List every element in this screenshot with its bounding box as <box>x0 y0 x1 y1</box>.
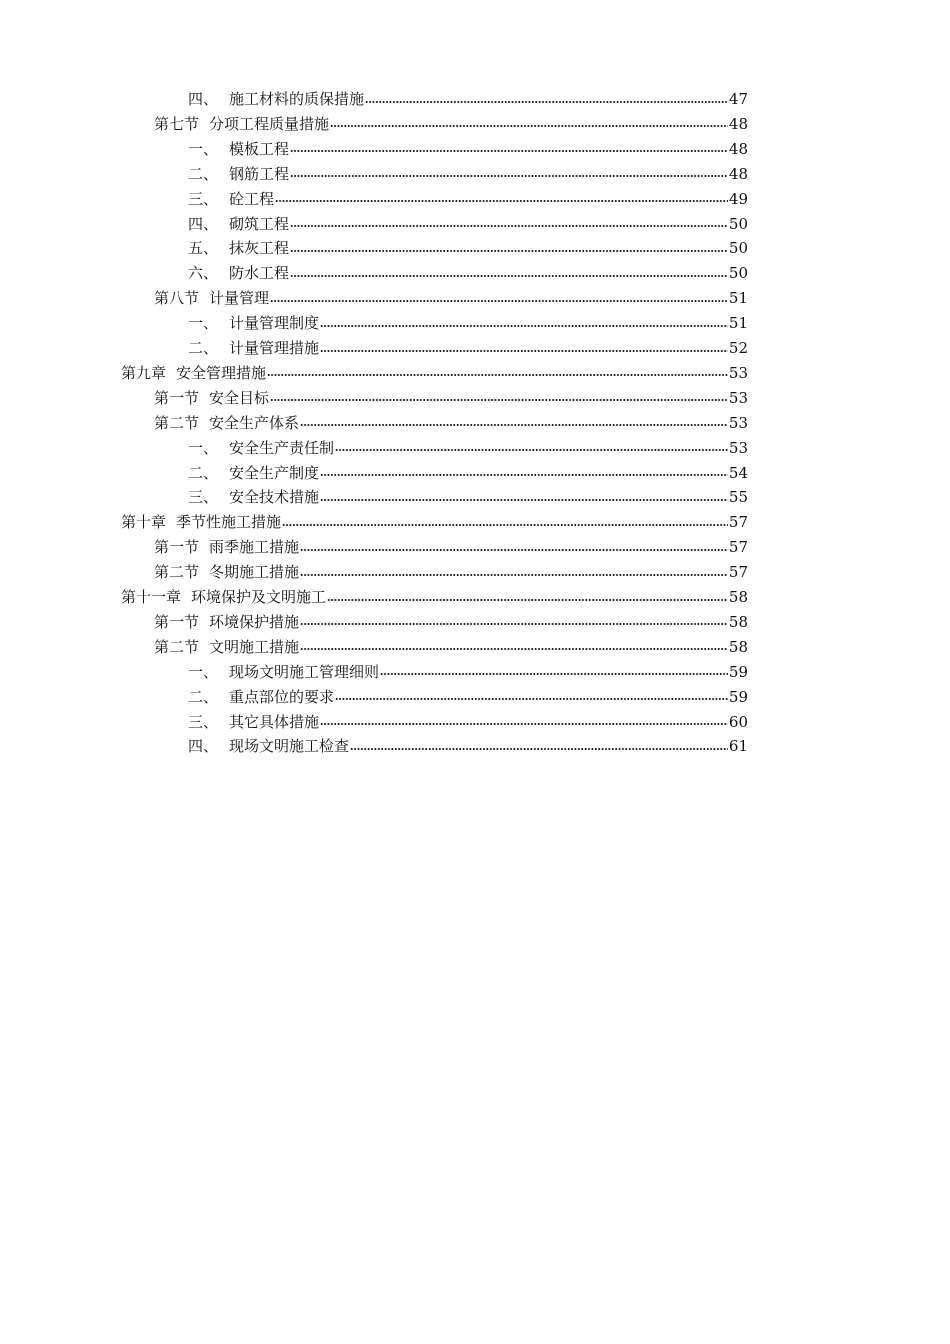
toc-dot-leader <box>300 622 728 627</box>
toc-entry-page-number: 59 <box>728 662 748 681</box>
toc-entry[interactable] <box>154 636 748 658</box>
toc-dot-leader <box>282 522 728 527</box>
toc-dot-leader <box>290 174 728 179</box>
toc-dot-leader <box>350 746 728 751</box>
toc-dot-leader <box>300 547 728 552</box>
toc-entry-page-number: 50 <box>728 264 748 283</box>
toc-entry[interactable] <box>188 163 748 185</box>
toc-entry[interactable] <box>154 287 748 309</box>
toc-entry-number: 第二节 <box>154 637 200 656</box>
toc-entry[interactable] <box>188 237 748 259</box>
toc-entry-number: 五、 <box>188 239 219 258</box>
toc-entry-page-number: 57 <box>728 513 748 532</box>
toc-entry-page-number: 57 <box>728 538 748 557</box>
toc-entry-title: 施工材料的质保措施 <box>229 90 365 108</box>
toc-dot-leader <box>320 497 728 502</box>
toc-entry[interactable] <box>121 511 748 533</box>
toc-entry-page-number: 53 <box>728 438 748 457</box>
toc-entry-page-number: 60 <box>728 712 748 731</box>
toc-entry-page-number: 61 <box>728 737 748 756</box>
toc-dot-leader <box>290 224 728 229</box>
toc-entry-title: 文明施工措施 <box>209 637 300 656</box>
toc-entry-page-number: 50 <box>728 239 748 258</box>
toc-dot-leader <box>320 722 728 727</box>
toc-entry-number: 第一节 <box>154 538 200 557</box>
toc-entry-page-number: 55 <box>728 488 748 507</box>
toc-dot-leader <box>335 448 728 453</box>
toc-entry-page-number: 58 <box>728 612 748 631</box>
toc-entry-title: 环境保护措施 <box>209 612 300 631</box>
toc-entry[interactable] <box>188 337 748 359</box>
toc-entry-title: 安全生产体系 <box>209 413 300 432</box>
toc-entry-title: 计量管理 <box>209 289 270 308</box>
toc-entry-page-number: 51 <box>728 289 748 308</box>
toc-entry[interactable] <box>154 113 748 135</box>
toc-entry-title: 安全技术措施 <box>229 488 320 507</box>
toc-entry[interactable] <box>188 661 748 683</box>
toc-dot-leader <box>270 298 728 303</box>
toc-entry-page-number: 48 <box>728 114 748 133</box>
toc-entry-page-number: 57 <box>728 563 748 582</box>
toc-entry-title: 现场文明施工检查 <box>229 737 350 756</box>
toc-dot-leader <box>300 423 728 428</box>
toc-entry-page-number: 51 <box>728 314 748 333</box>
toc-entry-page-number: 48 <box>728 164 748 183</box>
toc-entry-number: 第二节 <box>154 563 200 582</box>
toc-entry-title: 分项工程质量措施 <box>209 114 330 133</box>
toc-entry-page-number: 53 <box>728 388 748 407</box>
toc-entry-number: 第一节 <box>154 388 200 407</box>
toc-dot-leader <box>335 697 728 702</box>
toc-entry-title: 模板工程 <box>229 139 290 158</box>
toc-entry-title: 现场文明施工管理细则 <box>229 662 380 681</box>
toc-entry-title: 环境保护及文明施工 <box>191 588 327 606</box>
toc-entry-number: 第七节 <box>154 114 200 133</box>
toc-dot-leader <box>327 597 728 602</box>
toc-dot-leader <box>320 473 728 478</box>
toc-dot-leader <box>320 323 728 328</box>
toc-entry-number: 二、 <box>188 339 219 357</box>
toc-entry-number: 一、 <box>188 139 219 158</box>
toc-entry-number: 四、 <box>188 90 219 108</box>
toc-entry[interactable] <box>121 362 748 384</box>
toc-entry-title: 冬期施工措施 <box>209 563 300 582</box>
toc-entry-number: 二、 <box>188 687 219 706</box>
toc-entry-title: 计量管理制度 <box>229 314 320 333</box>
toc-entry-title: 季节性施工措施 <box>176 513 282 532</box>
toc-entry-number: 一、 <box>188 314 219 333</box>
toc-entry-page-number: 48 <box>728 139 748 158</box>
toc-dot-leader <box>365 99 728 104</box>
toc-entry-title: 安全管理措施 <box>176 363 267 382</box>
toc-entry-title: 雨季施工措施 <box>209 538 300 557</box>
toc-entry-page-number: 47 <box>728 90 748 108</box>
toc-entry[interactable] <box>154 561 748 583</box>
toc-entry-number: 四、 <box>188 737 219 756</box>
toc-entry-page-number: 49 <box>728 189 748 208</box>
toc-entry-page-number: 53 <box>728 363 748 382</box>
toc-entry[interactable] <box>188 437 748 459</box>
toc-entry-number: 第一节 <box>154 612 200 631</box>
toc-entry[interactable] <box>154 611 748 633</box>
toc-entry-number: 第十一章 <box>121 588 182 606</box>
toc-entry[interactable] <box>188 686 748 708</box>
toc-dot-leader <box>300 572 728 577</box>
toc-entry-page-number: 58 <box>728 637 748 656</box>
toc-entry-title: 砼工程 <box>229 189 275 208</box>
toc-entry-title: 安全生产制度 <box>229 463 320 482</box>
toc-entry-title: 重点部位的要求 <box>229 687 335 706</box>
toc-entry-number: 一、 <box>188 662 219 681</box>
toc-dot-leader <box>320 348 728 353</box>
toc-dot-leader <box>290 248 728 253</box>
toc-dot-leader <box>267 373 728 378</box>
toc-entry-number: 三、 <box>188 488 219 507</box>
toc-entry-number: 第二节 <box>154 413 200 432</box>
toc-entry-number: 四、 <box>188 214 219 233</box>
toc-entry-number: 第八节 <box>154 289 200 308</box>
toc-entry[interactable] <box>154 412 748 434</box>
toc-entry-page-number: 58 <box>728 588 748 606</box>
toc-entry-title: 抹灰工程 <box>229 239 290 258</box>
toc-dot-leader <box>380 672 728 677</box>
toc-entry-page-number: 53 <box>728 413 748 432</box>
toc-entry-number: 一、 <box>188 438 219 457</box>
toc-entry[interactable] <box>188 711 748 733</box>
toc-entry[interactable] <box>188 312 748 334</box>
toc-entry[interactable] <box>188 262 748 284</box>
toc-entry-number: 三、 <box>188 189 219 208</box>
toc-entry-page-number: 59 <box>728 687 748 706</box>
toc-entry-title: 其它具体措施 <box>229 712 320 731</box>
toc-entry[interactable] <box>121 586 748 608</box>
toc-entry-number: 三、 <box>188 712 219 731</box>
toc-entry-title: 计量管理措施 <box>229 339 320 357</box>
toc-entry-title: 防水工程 <box>229 264 290 283</box>
toc-entry-page-number: 50 <box>728 214 748 233</box>
toc-entry[interactable] <box>188 188 748 210</box>
toc-entry[interactable] <box>154 536 748 558</box>
toc-entry[interactable] <box>188 486 748 508</box>
toc-entry[interactable] <box>188 735 748 757</box>
toc-dot-leader <box>300 647 728 652</box>
toc-dot-leader <box>330 124 728 129</box>
toc-entry-number: 二、 <box>188 164 219 183</box>
toc-entry-number: 第九章 <box>121 363 167 382</box>
toc-entry-title: 钢筋工程 <box>229 164 290 183</box>
toc-entry[interactable] <box>188 462 748 484</box>
toc-entry[interactable] <box>154 387 748 409</box>
toc-entry[interactable] <box>188 138 748 160</box>
toc-dot-leader <box>275 199 728 204</box>
toc-entry[interactable] <box>188 88 748 110</box>
toc-entry-title: 安全目标 <box>209 388 270 407</box>
toc-dot-leader <box>290 273 728 278</box>
toc-entry[interactable] <box>188 213 748 235</box>
toc-entry-title: 安全生产责任制 <box>229 438 335 457</box>
toc-entry-number: 二、 <box>188 463 219 482</box>
toc-dot-leader <box>270 398 728 403</box>
toc-entry-page-number: 52 <box>728 339 748 357</box>
toc-entry-title: 砌筑工程 <box>229 214 290 233</box>
toc-entry-number: 六、 <box>188 264 219 283</box>
toc-dot-leader <box>290 149 728 154</box>
toc-entry-number: 第十章 <box>121 513 167 532</box>
toc-entry-page-number: 54 <box>728 463 748 482</box>
